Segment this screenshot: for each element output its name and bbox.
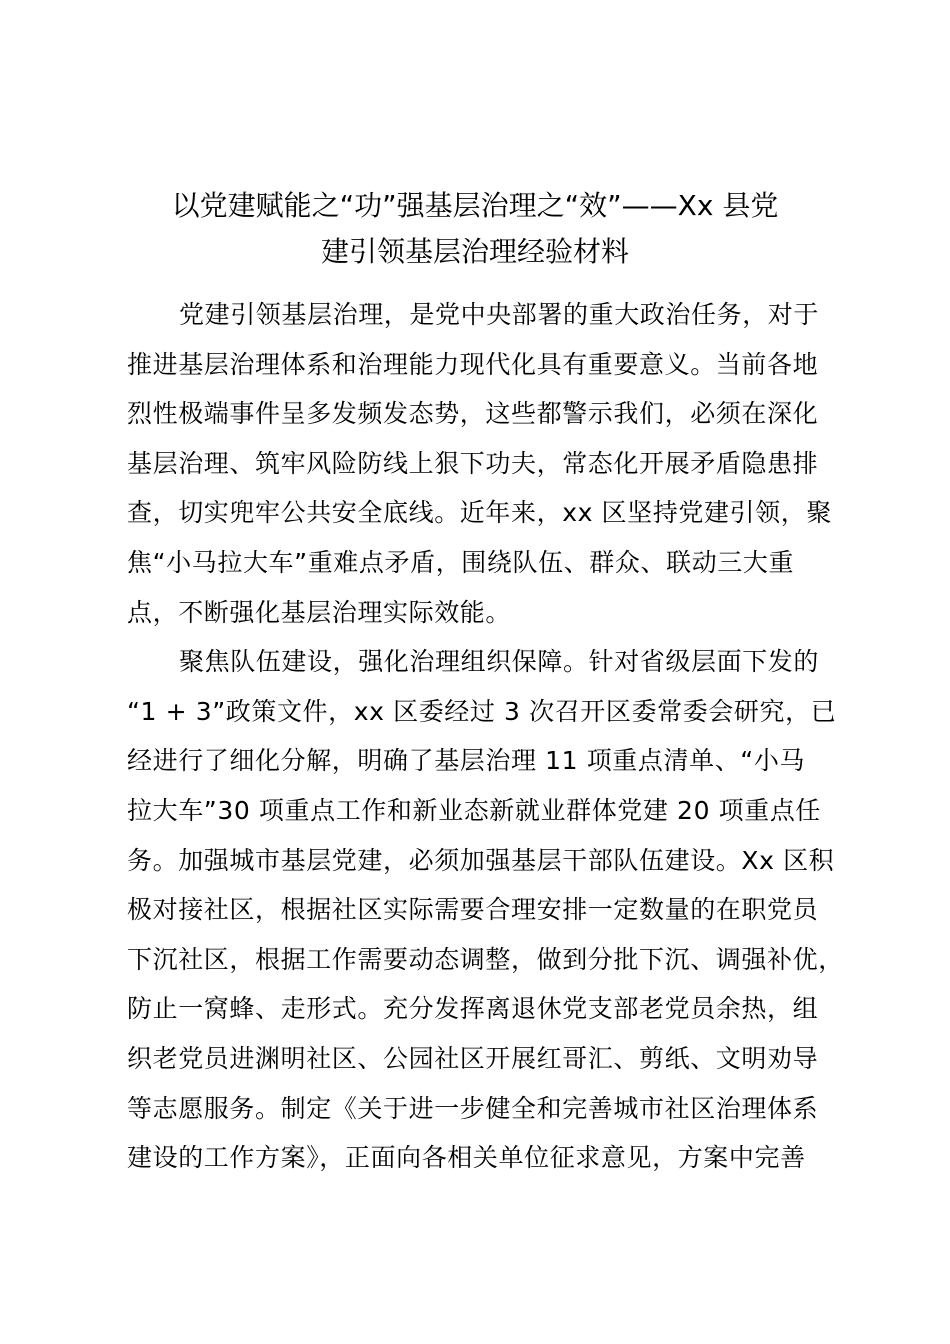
document-title xyxy=(110,183,840,275)
text-line: 查，切实兜牢公共安全底线。近年来，xx 区坚持党建引领，聚 xyxy=(127,498,832,528)
text-line: 聚焦队伍建设，强化治理组织保障。针对省级层面下发的 xyxy=(179,647,820,677)
title-line: 以党建赋能之“功”强基层治理之“效”——Xx 县党 xyxy=(171,189,779,222)
paragraph xyxy=(127,290,847,637)
text-line: “1 + 3”政策文件，xx 区委经过 3 次召开区委常委会研究，已 xyxy=(127,696,837,726)
document-body xyxy=(127,290,847,1183)
text-line: 务。加强城市基层党建，必须加强基层干部队伍建设。Xx 区积 xyxy=(127,845,835,875)
text-line: 等志愿服务。制定《关于进一步健全和完善城市社区治理体系 xyxy=(127,1093,819,1123)
text-line: 防止一窝蜂、走形式。充分发挥离退休党支部老党员余热，组 xyxy=(127,994,819,1024)
text-line: 建设的工作方案》，正面向各相关单位征求意见，方案中完善 xyxy=(127,1143,806,1173)
text-line: 织老党员进渊明社区、公园社区开展红哥汇、剪纸、文明劝导 xyxy=(127,1043,819,1073)
text-line: 点，不断强化基层治理实际效能。 xyxy=(127,597,512,627)
text-line: 极对接社区，根据社区实际需要合理安排一定数量的在职党员 xyxy=(127,895,819,925)
text-line: 党建引领基层治理，是党中央部署的重大政治任务，对于 xyxy=(179,300,820,329)
text-line: 拉大车”30 项重点工作和新业态新就业群体党建 20 项重点任 xyxy=(127,795,822,825)
title-line: 建引领基层治理经验材料 xyxy=(320,235,629,268)
text-line: 基层治理、筑牢风险防线上狠下功夫，常态化开展矛盾隐患排 xyxy=(127,448,819,478)
text-line: 经进行了细化分解，明确了基层治理 11 项重点清单、“小马 xyxy=(127,746,806,776)
text-line: 焦“小马拉大车”重难点矛盾，围绕队伍、群众、联动三大重 xyxy=(127,547,795,577)
text-line: 推进基层治理体系和治理能力现代化具有重要意义。当前各地 xyxy=(127,349,819,379)
text-line: 下沉社区，根据工作需要动态调整，做到分批下沉、调强补优， xyxy=(127,944,844,974)
paragraph xyxy=(127,637,847,1183)
text-line: 烈性极端事件呈多发频发态势，这些都警示我们，必须在深化 xyxy=(127,399,819,429)
